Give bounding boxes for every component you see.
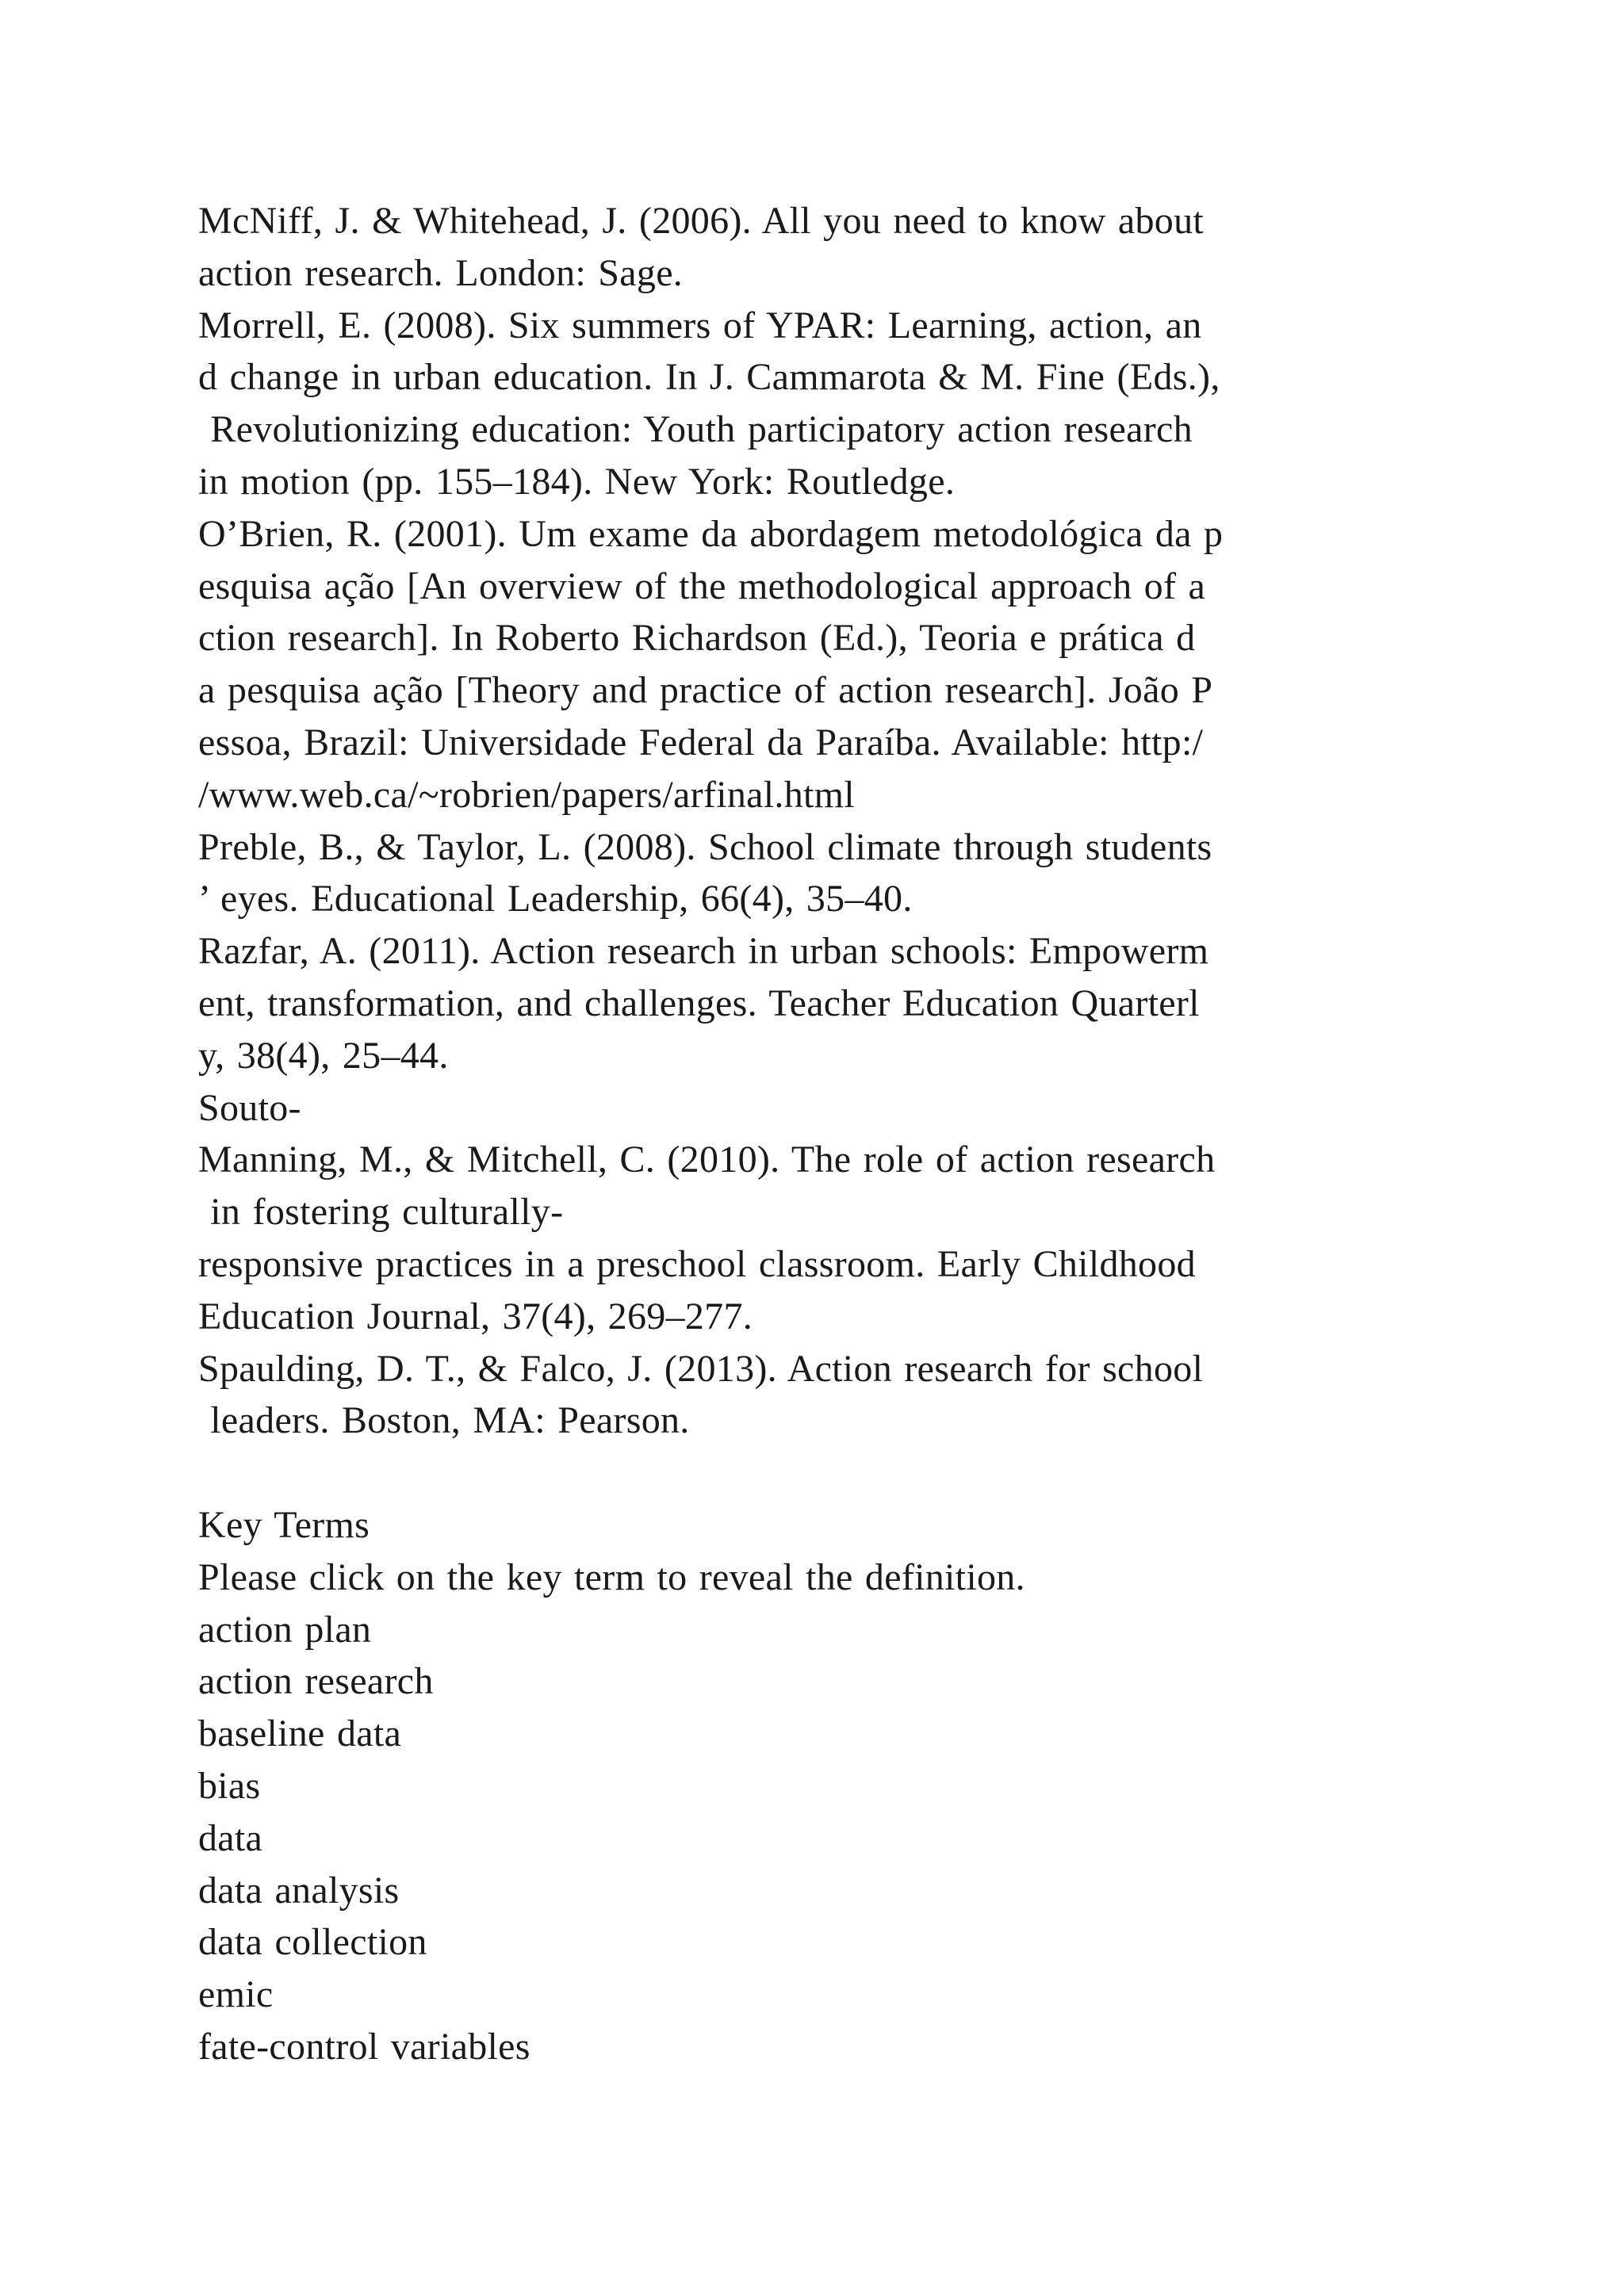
reference-line: ent, transformation, and challenges. Teacher Education Quarterl — [198, 982, 1200, 1024]
reference-line: action research. London: Sage. — [198, 251, 684, 294]
reference-line: in motion (pp. 155–184). New York: Routledge. — [198, 460, 956, 503]
reference-line: Manning, M., & Mitchell, C. (2010). The role of action research — [198, 1138, 1216, 1181]
reference-line: leaders. Boston, MA: Pearson. — [198, 1399, 690, 1442]
reference-entry-morrell — [198, 300, 1483, 508]
key-term-emic[interactable]: emic — [198, 1973, 274, 2016]
reference-entry-mcniff — [198, 195, 1483, 300]
reference-line: y, 38(4), 25–44. — [198, 1034, 449, 1077]
reference-entry-spaulding — [198, 1343, 1483, 1448]
key-term-action-research[interactable]: action research — [198, 1660, 434, 1703]
reference-entry-obrien — [198, 508, 1483, 821]
reference-line: d change in urban education. In J. Cammarota & M. Fine (Eds.), — [198, 356, 1220, 399]
reference-entry-preble — [198, 821, 1483, 926]
key-term-fate-control-variables[interactable]: fate-control variables — [198, 2025, 530, 2068]
reference-line: Preble, B., & Taylor, L. (2008). School climate through students — [198, 825, 1212, 868]
key-term-baseline-data[interactable]: baseline data — [198, 1712, 402, 1755]
document-body — [198, 195, 1483, 2073]
key-term-data[interactable]: data — [198, 1816, 263, 1859]
reference-line: Souto- — [198, 1086, 301, 1129]
reference-line: O’Brien, R. (2001). Um exame da abordagem metodológica da p — [198, 512, 1224, 555]
reference-line: essoa, Brazil: Universidade Federal da Paraíba. Available: http:/ — [198, 721, 1204, 763]
reference-line: /www.web.ca/~robrien/papers/arfinal.html — [198, 773, 855, 816]
key-terms-instruction: Please click on the key term to reveal the definition. — [198, 1556, 1025, 1598]
reference-line: Education Journal, 37(4), 269–277. — [198, 1295, 753, 1337]
reference-line: Razfar, A. (2011). Action research in urban schools: Empowerm — [198, 930, 1209, 973]
spacer — [198, 1447, 1483, 1499]
reference-line: responsive practices in a preschool classroom. Early Childhood — [198, 1242, 1196, 1285]
reference-line: esquisa ação [An overview of the methodological approach of a — [198, 564, 1206, 607]
reference-line: ’ eyes. Educational Leadership, 66(4), 35–40. — [198, 878, 913, 920]
reference-entry-souto-manning — [198, 1082, 1483, 1343]
reference-line: ction research]. In Roberto Richardson (Ed.), Teoria e prática d — [198, 617, 1196, 660]
key-terms-section — [198, 1499, 1483, 2073]
key-terms-heading: Key Terms — [198, 1503, 370, 1546]
reference-entry-razfar — [198, 925, 1483, 1081]
reference-line: Spaulding, D. T., & Falco, J. (2013). Action research for school — [198, 1347, 1204, 1390]
reference-line: a pesquisa ação [Theory and practice of action research]. João P — [198, 669, 1213, 712]
key-term-bias[interactable]: bias — [198, 1764, 261, 1807]
key-term-data-analysis[interactable]: data analysis — [198, 1869, 400, 1911]
reference-line: Revolutionizing education: Youth participatory action research — [198, 408, 1193, 451]
reference-line: Morrell, E. (2008). Six summers of YPAR: Learning, action, an — [198, 304, 1202, 346]
reference-line: in fostering culturally- — [198, 1191, 564, 1234]
key-term-data-collection[interactable]: data collection — [198, 1921, 427, 1964]
key-term-action-plan[interactable]: action plan — [198, 1608, 372, 1651]
reference-line: McNiff, J. & Whitehead, J. (2006). All you need to know about — [198, 200, 1205, 242]
